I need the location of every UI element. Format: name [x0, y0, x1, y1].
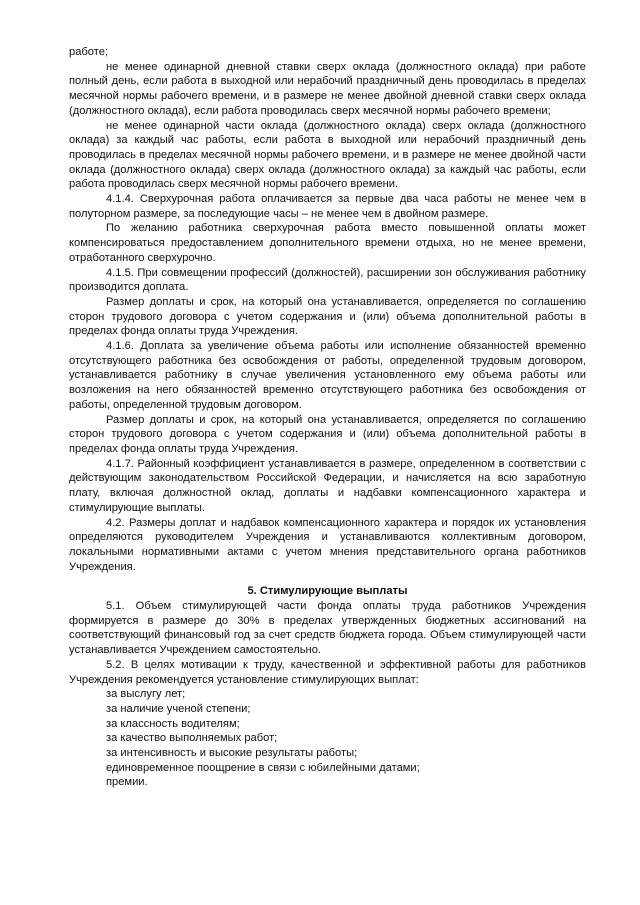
paragraph-4-1-5: 4.1.5. При совмещении профессий (должностей), расширении зон обслуживания работнику производится доплата. [69, 266, 586, 294]
list-item: за наличие ученой степени; [106, 702, 251, 715]
paragraph-4-1-5-size: Размер доплаты и срок, на который она устанавливается, определяется по соглашению сторон трудового договора с учетом содержания и (или) объема дополнительной работы в пределах фонда оплаты труда Учреждения. [69, 295, 586, 338]
paragraph-overtime-compensation: По желанию работника сверхурочная работа вместо повышенной оплаты может компенсироваться предоставлением дополнительного времени отдыха, но не менее времени, отработанного сверхурочно. [69, 222, 586, 264]
paragraph-4-1-6-size: Размер доплаты и срок, на который она устанавливается, определяется по соглашению сторон трудового договора с учетом содержания и (или) объема дополнительной работы в пределах фонда оплаты труда Учреждения. [69, 413, 586, 455]
paragraph-holiday-day-rate: не менее одинарной дневной ставки сверх оклада (должностного оклада) при работе полный день, если работа в выходной или нерабочий праздничный день проводилась в пределах месячной нормы рабочего времени, и в размере не менее двойной дневной ставки сверх оклада (должностного оклада), если работа проводилась сверх месячной нормы рабочего времени; [69, 60, 586, 117]
paragraph-5-1: 5.1. Объем стимулирующей части фонда оплаты труда работников Учреждения формируется в размере до 30% в пределах утвержденных бюджетных ассигнований на соответствующий финансовый год за счет средств бюджета города. Объем стимулирующей части устанавливается Учреждением самостоятельно. [69, 600, 586, 657]
list-item: за качество выполняемых работ; [106, 732, 278, 745]
incentive-payments-list [69, 687, 586, 790]
paragraph-4-1-6: 4.1.6. Доплата за увеличение объема работы или исполнение обязанностей временно отсутствующего работника без освобождения от работы, определенной трудовым договором, устанавливается работнику в случае увеличения установленного ему объема работы или возложения на него обязанностей временно отсутствующего работника без освобождения от работы, определенной трудовым договором. [69, 340, 586, 411]
section-heading: 5. Стимулирующие выплаты [247, 585, 408, 598]
paragraph-4-1-4: 4.1.4. Сверхурочная работа оплачивается за первые два часа работы не менее чем в полуторном размере, за последующие часы – не менее чем в двойном размере. [69, 193, 586, 220]
paragraph-4-1-7: 4.1.7. Районный коэффициент устанавливается в размере, определенном в соответствии с действующим законодательством Российской Федерации, и начисляется на всю заработную плату, включая должностной оклад, доплаты и надбавки компенсационного характера и стимулирующие выплаты. [69, 457, 586, 514]
paragraph-4-2: 4.2. Размеры доплат и надбавок компенсационного характера и порядок их установления определяются руководителем Учреждения и устанавливаются коллективным договором, локальными нормативными актами с учетом мнения представительного органа работников Учреждения. [69, 516, 586, 573]
paragraph-holiday-hourly-rate: не менее одинарной части оклада (должностного оклада) сверх оклада (должностного оклада) за каждый час работы, если работа в выходной или нерабочий праздничный день проводилась в пределах месячной нормы рабочего времени, и в размере не менее двойной части оклада (должностного оклада) сверх оклада (должностного оклада) за каждый час работы, если работа проводилась сверх месячной нормы рабочего времени. [69, 119, 586, 191]
paragraph-5-2: 5.2. В целях мотивации к труду, качественной и эффективной работы для работников Учреждения рекомендуется установление стимулирующих выплат: [69, 658, 586, 686]
list-item: за интенсивность и высокие результаты работы; [106, 747, 358, 760]
list-item: за выслугу лет; [106, 688, 186, 701]
list-item: за классность водителям; [106, 717, 240, 730]
list-item: единовременное поощрение в связи с юбилейными датами; [106, 761, 420, 774]
list-item: премии. [106, 776, 148, 789]
paragraph-continuation: работе; [69, 46, 108, 58]
